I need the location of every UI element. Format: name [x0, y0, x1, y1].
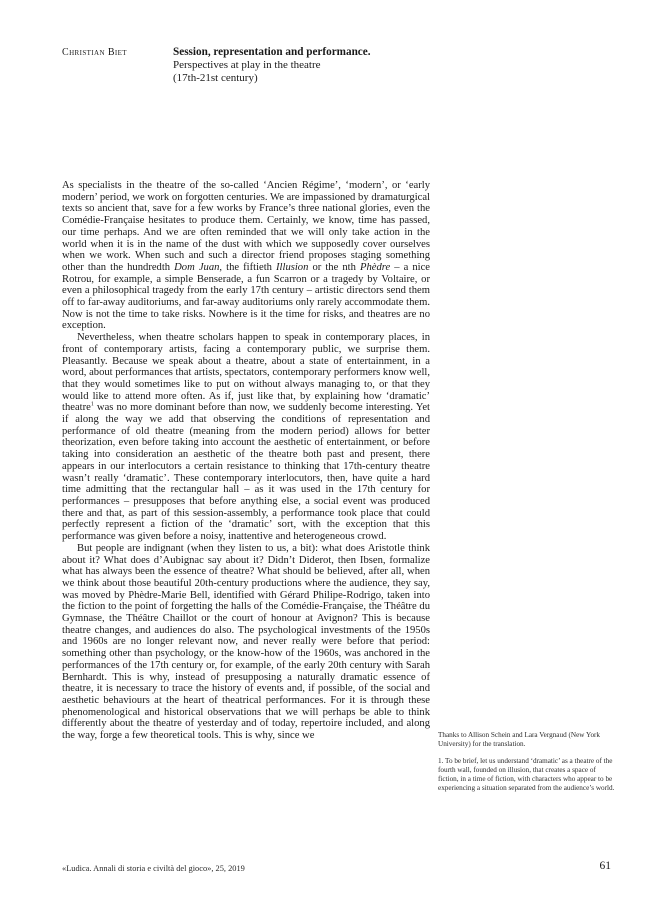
footnote-reference[interactable]: 1 [90, 401, 94, 408]
text-span: , the fiftieth [219, 261, 277, 273]
text-span: or the nth [308, 261, 360, 273]
footnote-1: 1. To be brief, let us understand ‘dramatic’ as a theatre of the fourth wall, founded on illusion, that creates a space of fiction, in a time of fiction, with characters who appear to be experiencing a situation separated from the audience’s world. [438, 757, 615, 793]
article-title-block [173, 46, 371, 85]
article-body [62, 180, 430, 742]
paragraph-3: But people are indignant (when they listen to us, a bit): what does Aristotle think about it? What does d’Aubignac say about it? Didn’t Diderot, then Ibsen, formalize what has always been the essence of theatre? What should be believed, after all, when we think about those beautiful 20th-century productions where the audience, they say, was moved by Phèdre-Marie Bell, identified with Gérard Philipe-Rodrigo, taken into the fiction to the point of forgetting the halls of the Comédie-Française, the Théâtre du Gymnase, the Théâtre Chaillot or the court of honour at Avignon? This is because theatre changes, and audiences do also. The psychological investments of the 1950s and 1960s are no longer relevant now, and never really were before that period: something other than psychology, or the know-how of the 1960s, was anchored in the performances of the 17th century or, for example, of the early 20th century with Sarah Bernhardt. This is why, instead of presupposing a naturally dramatic essence of theatre, it is necessary to trace the history of events and, if possible, of the social and aesthetic behaviours at the heart of theatrical performances. For it is through these phenomenological and historical observations that we will perhaps be able to think differently about the theatre of yesterday and of today, repertoire included, and along the way, forge a few theoretical tools. This is why, since we [62, 542, 430, 742]
text-span: – a nice Rotrou, for example, a simple Benserade, a fun Scarron or a tragedy by Voltaire, or even a philosophical tragedy from the early 17th century – artistic directors send them off to far-away auditoriums, and far-away auditoriums only rarely accommodate them. Now is not the time to take risks. Nowhere is it the time for risks, and theatres are no exception. [62, 261, 431, 332]
italic-title: Illusion [276, 261, 309, 273]
author-name: Christian Biet [62, 47, 127, 58]
paragraph-1 [62, 180, 430, 332]
article-title: Session, representation and performance. [173, 46, 371, 58]
text-span: was no more dominant before than now, we suddenly become interesting. Yet if along the way we add that observing the conditions of representation and performance of old theatre (meaning from the modern period) allows for better theorization, even before taking into account the aesthetic of entertainment, or before taking into consideration an aesthetic of the theatre both past and present, there appears in our interlocutors a certain resistance to thinking that 17th-century theatre wasn’t really ‘dramatic’. These contemporary interlocutors, then, have quite a hard time admitting that the rectangular hall – as it was used in the 17th century for performances – presupposes that before anything else, a social event was produced there and that, as part of this session-assembly, a performance took place that could perfectly represent a fiction of the ‘dramatic’ sort, with the exception that this performance was given before a noisy, inattentive and heterogeneous crowd. [62, 402, 430, 543]
italic-title: Phèdre [359, 261, 391, 273]
italic-title: Dom Juan [174, 261, 220, 273]
paragraph-2 [62, 332, 430, 543]
margin-notes [438, 731, 616, 794]
article-subtitle-line-1: Perspectives at play in the theatre [173, 59, 321, 71]
text-span: As specialists in the theatre of the so-called ‘Ancien Régime’, ‘modern’, or ‘early modern’ period, we work on forgotten centuries. We are impassioned by dramaturgical texts so ancient that, save for a few works by France’s three national glories, even the Comédie-Française hesitates to produce them. Certainly, we know, time has passed, our time perhaps. And we are often reminded that we will only take action in the world when it is in the name of the dust with which we supposedly cover ourselves when we work. When such and such a director friend proposes staging something other than the hundredth [62, 180, 430, 273]
translation-credit: Thanks to Allison Schein and Lara Vergnaud (New York University) for the translation. [438, 731, 601, 749]
page-number: 61 [599, 860, 611, 872]
article-subtitle-line-2: (17th-21st century) [173, 72, 258, 84]
journal-citation: «Ludica. Annali di storia e civiltà del gioco», 25, 2019 [62, 864, 245, 873]
text-span: Nevertheless, when theatre scholars happen to speak in contemporary places, in front of contemporary artists, facing a contemporary public, we surprise them. Pleasantly. Because we speak about a theatre, about a state of entertainment, in a word, about performances that artists, spectators, contemporary performers know well, that they would sometimes like to put on without always managing to, or that they would like to attend more often. As if, just like that, by explaining how ‘dramatic’ theatre [62, 332, 431, 414]
